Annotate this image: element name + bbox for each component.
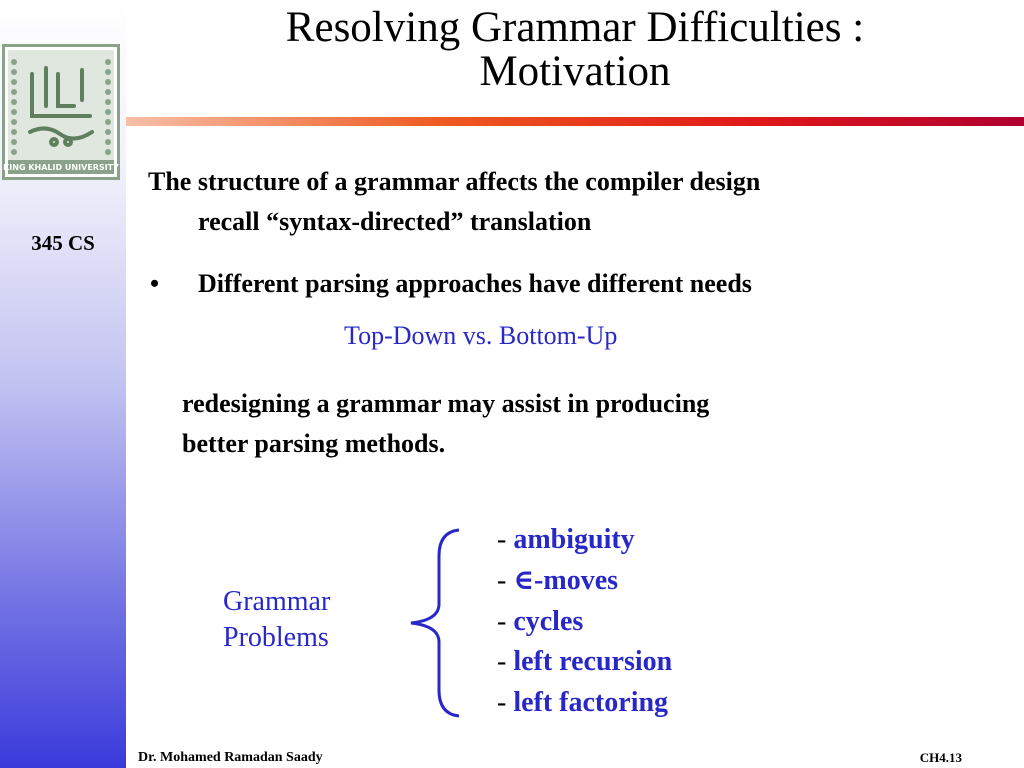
recall-line: recall “syntax-directed” translation [198,207,592,236]
parsing-bullet-text: Different parsing approaches have different needs [198,269,752,298]
logo-text: KING KHALID UNIVERSITY [3,163,119,172]
title-line-2: Motivation [479,48,671,95]
grammar-problems-label [223,584,330,656]
title-divider [126,117,1024,126]
label-line-2: Problems [223,622,329,653]
university-logo [2,44,120,180]
structure-line: The structure of a grammar affects the compiler design [148,167,761,196]
dash: - [497,524,514,555]
problem-label: left factoring [513,687,669,718]
problem-item [497,644,672,680]
dash: - [497,646,514,677]
course-code: 345 CS [31,231,95,255]
footer-page-number: CH4.13 [919,750,962,765]
label-line-1: Grammar [223,586,331,617]
dash: - [497,565,514,596]
redesign-line-2: better parsing methods. [182,429,446,458]
subheading: Top-Down vs. Bottom-Up [344,321,618,350]
problem-label: left recursion [513,646,673,677]
bullet-icon: • [150,269,160,298]
slide-title [126,6,1024,94]
problem-label: ambiguity [513,524,635,555]
redesign-line-1: redesigning a grammar may assist in producing [182,389,710,418]
problem-label: ∈-moves [513,565,619,596]
problem-item [497,563,618,599]
problem-item [497,522,635,558]
title-line-1: Resolving Grammar Difficulties : [285,4,865,51]
curly-brace-icon [405,528,465,718]
dash: - [497,606,514,637]
problem-item [497,685,668,721]
footer-author: Dr. Mohamed Ramadan Saady [138,750,323,765]
problem-label: cycles [513,606,584,637]
problem-item [497,604,583,640]
dash: - [497,687,514,718]
sidebar [0,0,126,768]
